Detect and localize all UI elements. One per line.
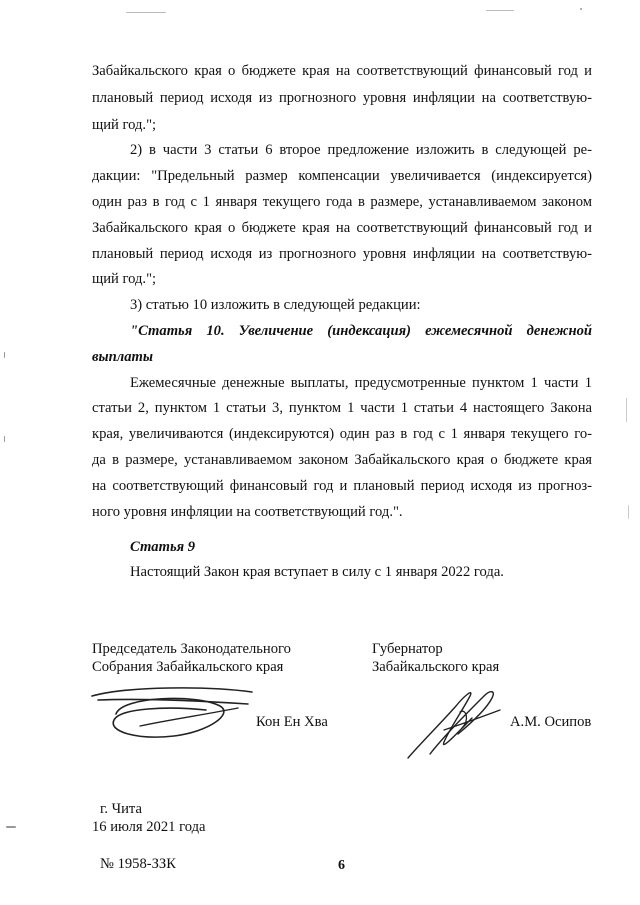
body-line: края, увеличиваются (индексируются) один раз в год с 1 января текущего го- <box>92 426 592 442</box>
left-signatory-title: Собрания Забайкальского края <box>92 659 284 675</box>
scan-artifact <box>486 10 514 11</box>
right-handwritten-signature <box>400 684 510 764</box>
body-line: да в размере, устанавливаемом законом Забайкальского края о бюджете края <box>92 452 592 468</box>
footer-date: 16 июля 2021 года <box>92 819 206 835</box>
body-line: Ежемесячные денежные выплаты, предусмотренные пунктом 1 части 1 <box>130 375 592 391</box>
body-line: дакции: "Предельный размер компенсации увеличивается (индексируется) <box>92 168 592 184</box>
footer-law-number: № 1958-ЗЗК <box>100 856 176 872</box>
body-line: 3) статью 10 изложить в следующей редакции: <box>130 297 421 313</box>
body-line: на соответствующий финансовый год и плановый период исходя из прогноз- <box>92 478 592 494</box>
scan-artifact <box>6 826 16 828</box>
left-signatory-name: Кон Ен Хва <box>256 714 328 730</box>
right-signatory-title: Забайкальского края <box>372 659 500 675</box>
page-number: 6 <box>338 858 345 873</box>
article-heading: выплаты <box>92 349 154 365</box>
body-line: плановый период исходя из прогнозного уровня инфляции на соответствую- <box>92 90 592 106</box>
body-line: плановый период исходя из прогнозного уровня инфляции на соответствую- <box>92 246 592 262</box>
left-handwritten-signature <box>88 684 256 746</box>
right-signatory-name: А.М. Осипов <box>510 714 592 730</box>
body-line: Настоящий Закон края вступает в силу с 1 января 2022 года. <box>130 564 504 580</box>
body-line: щий год."; <box>92 271 157 287</box>
footer-city: г. Чита <box>100 801 142 817</box>
scan-artifact <box>628 505 629 519</box>
body-line: Забайкальского края о бюджете края на соответствующий финансовый год и <box>92 220 592 236</box>
body-line: Забайкальского края о бюджете края на соответствующий финансовый год и <box>92 63 592 79</box>
right-signatory-title: Губернатор <box>372 641 443 657</box>
scan-artifact <box>126 12 166 13</box>
scan-artifact <box>4 352 5 358</box>
scan-artifact <box>4 436 5 442</box>
body-line: статьи 2, пунктом 1 статьи 3, пунктом 1 части 1 статьи 4 настоящего Закона <box>92 400 592 416</box>
body-line: щий год."; <box>92 117 157 133</box>
article-heading: "Статья 10. Увеличение (индексация) ежемесячной денежной <box>130 323 592 339</box>
body-line: 2) в части 3 статьи 6 второе предложение изложить в следующей ре- <box>130 142 592 158</box>
scan-artifact <box>580 8 582 10</box>
article-heading: Статья 9 <box>130 539 196 555</box>
left-signatory-title: Председатель Законодательного <box>92 641 291 657</box>
body-line: ного уровня инфляции на соответствующий год.". <box>92 504 403 520</box>
scan-artifact <box>626 398 627 422</box>
body-line: один раз в год с 1 января текущего года в размере, устанавливаемом законом <box>92 194 592 210</box>
